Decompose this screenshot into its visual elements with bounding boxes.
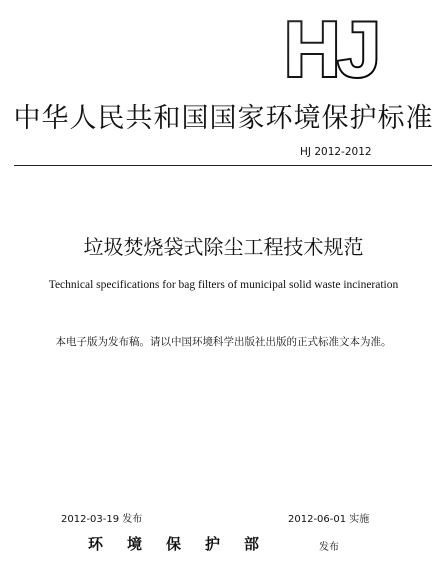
issue-date: 2012-03-19 发布 (61, 514, 143, 525)
standard-code: HJ 2012-2012 (300, 146, 372, 158)
hj-logo (278, 6, 398, 88)
publication-notice: 本电子版为发布稿。请以中国环境科学出版社出版的正式标准文本为准。 (55, 336, 392, 348)
publisher-suffix: 发布 (319, 542, 339, 553)
document-title-chinese: 垃圾焚烧袋式除尘工程技术规范 (83, 235, 364, 259)
header-divider (14, 165, 432, 166)
agency-title: 中华人民共和国国家环境保护标准 (13, 103, 434, 134)
publisher-name: 环境保护部 (88, 535, 284, 553)
implementation-date: 2012-06-01 实施 (288, 514, 370, 525)
document-title-english: Technical specifications for bag filters of municipal solid waste incineration (48, 279, 399, 291)
hj-logo-text: HJ (284, 6, 378, 88)
hj-logo-svg (278, 6, 398, 88)
